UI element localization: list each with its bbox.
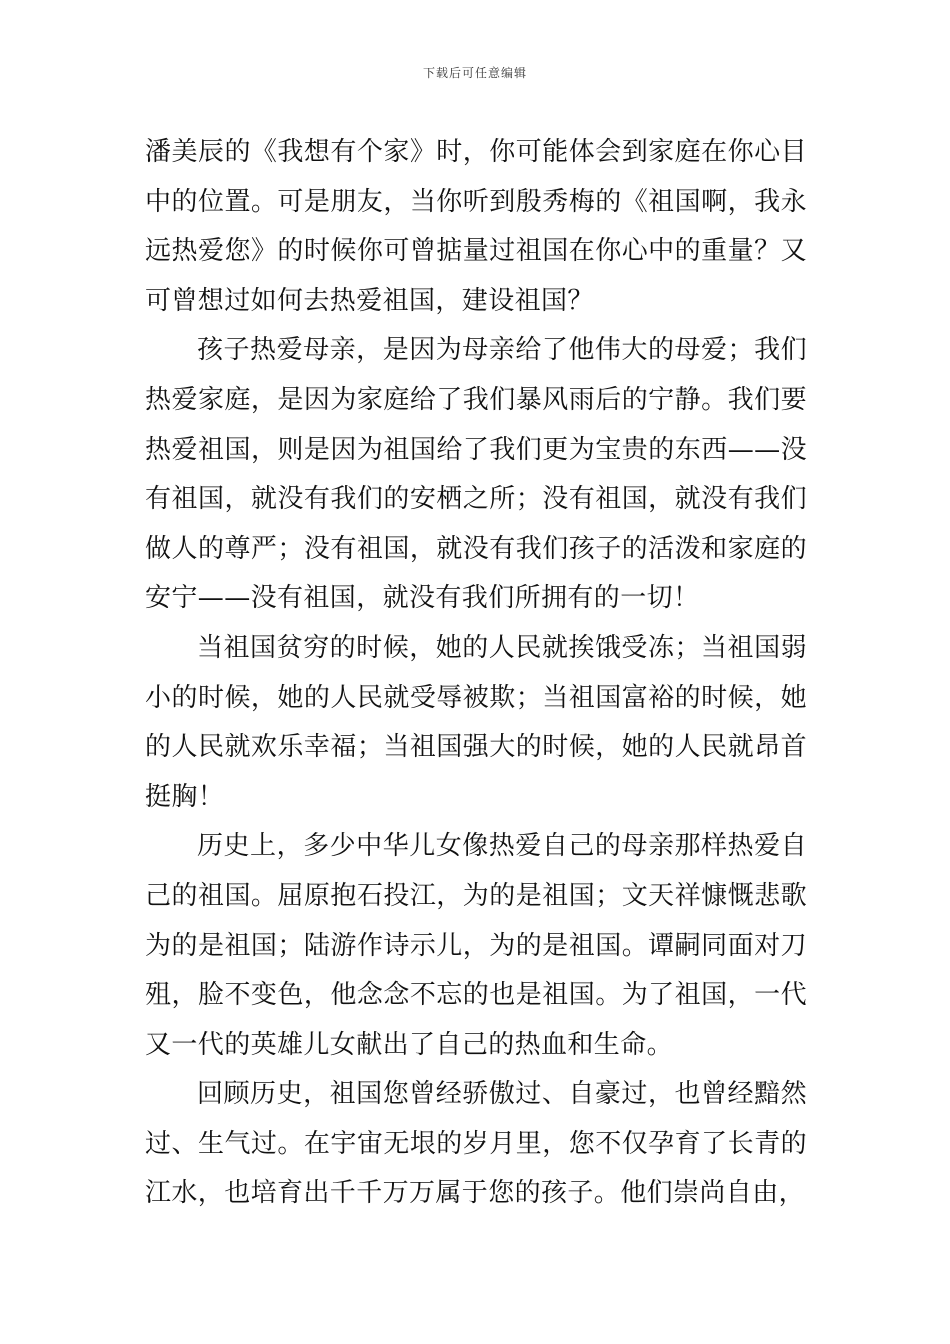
document-body <box>145 128 807 1219</box>
page-header: 下载后可任意编辑 <box>422 66 527 80</box>
paragraph-5: 回顾历史，祖国您曾经骄傲过、自豪过，也曾经黯然过、生气过。在宇宙无垠的岁月里，您不仅孕育了长青的江水，也培育出千千万万属于您的孩子。他们崇尚自由， <box>145 1079 807 1209</box>
paragraph-1: 潘美辰的《我想有个家》时，你可能体会到家庭在你心目中的位置。可是朋友，当你听到殷秀梅的《祖国啊，我永远热爱您》的时候你可曾掂量过祖国在你心中的重量？又可曾想过如何去热爱祖国，建设祖国？ <box>145 137 807 316</box>
paragraph-3: 当祖国贫穷的时候，她的人民就挨饿受冻；当祖国弱小的时候，她的人民就受辱被欺；当祖国富裕的时候，她的人民就欢乐幸福；当祖国强大的时候，她的人民就昂首挺胸！ <box>145 632 807 812</box>
paragraph-4: 历史上，多少中华儿女像热爱自己的母亲那样热爱自己的祖国。屈原抱石投江，为的是祖国；文天祥慷慨悲歌为的是祖国；陆游作诗示儿，为的是祖国。谭嗣同面对刀殂，脸不变色，他念念不忘的也是祖国。为了祖国，一代又一代的英雄儿女献出了自己的热血和生命。 <box>145 831 807 1060</box>
paragraph-2: 孩子热爱母亲，是因为母亲给了他伟大的母爱；我们热爱家庭，是因为家庭给了我们暴风雨后的宁静。我们要热爱祖国，则是因为祖国给了我们更为宝贵的东西——没有祖国，就没有我们的安栖之所；没有祖国，就没有我们做人的尊严；没有祖国，就没有我们孩子的活泼和家庭的安宁——没有祖国，就没有我们所拥有的一切！ <box>145 335 807 614</box>
